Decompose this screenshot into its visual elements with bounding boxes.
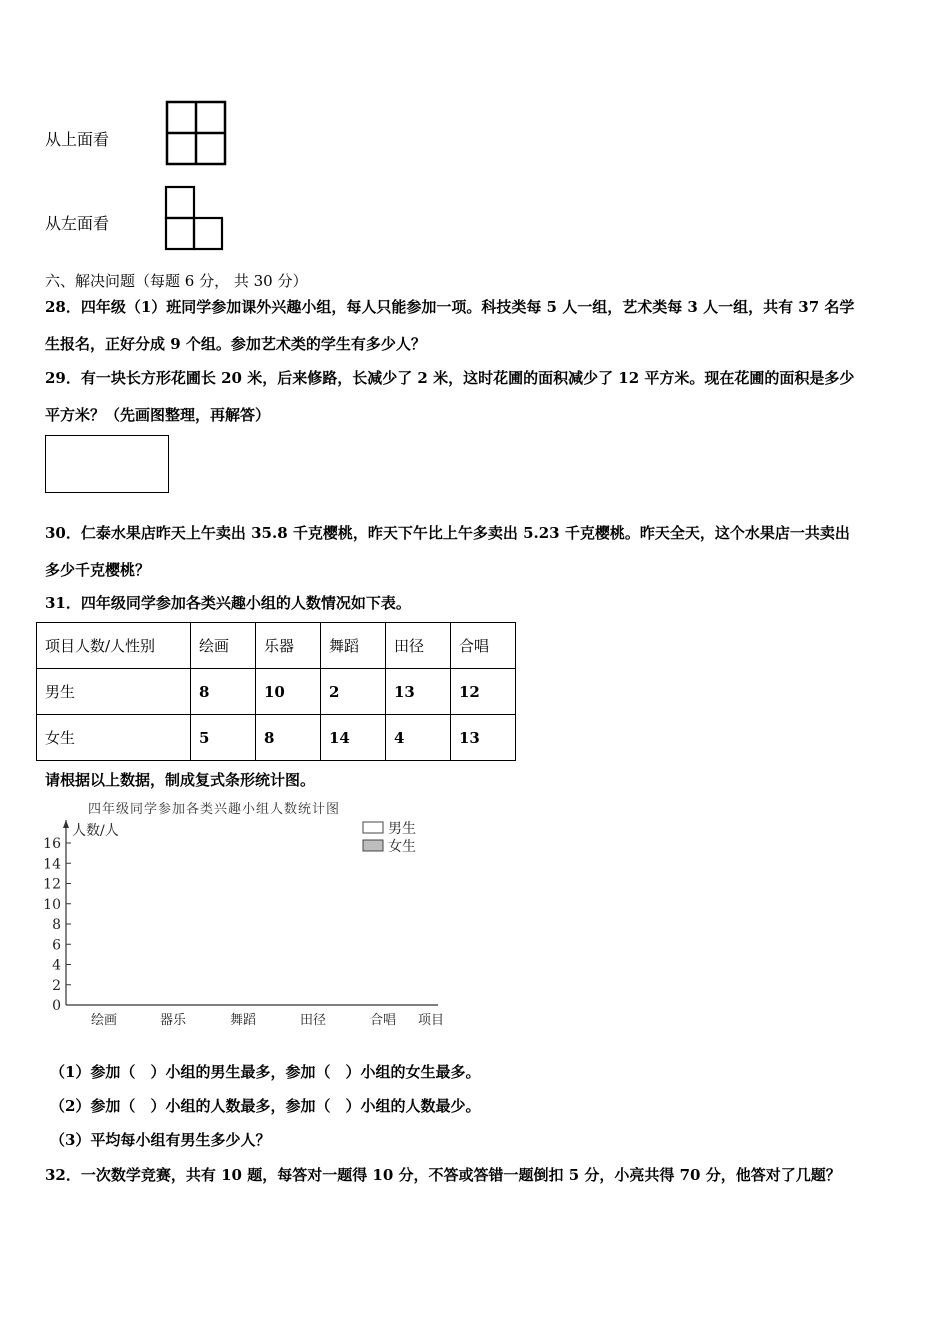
table-header-cell: 田径	[386, 623, 451, 669]
table-header-cell: 乐器	[256, 623, 321, 669]
chart-instruction: 请根据以上数据，制成复式条形统计图。	[45, 771, 316, 789]
q28-line1: 28．四年级（1）班同学参加课外兴趣小组，每人只能参加一项。科技类每 5 人一组，艺术类每 3 人一组，共有 37 名学	[45, 298, 855, 316]
q32-line1: 32．一次数学竞赛，共有 10 题，每答对一题得 10 分，不答或答错一题倒扣 5 分，小亮共得 70 分，他答对了几题？	[45, 1166, 841, 1184]
y-tick-label: 2	[52, 977, 61, 994]
x-category-label: 合唱	[369, 1013, 397, 1028]
table-cell: 8	[256, 715, 321, 761]
top-view-figure	[163, 99, 229, 169]
legend-label: 女生	[388, 839, 416, 855]
legend-swatch	[363, 840, 383, 851]
table-cell: 10	[256, 669, 321, 715]
q30-line2: 多少千克樱桃？	[45, 561, 151, 579]
legend-label: 男生	[388, 821, 416, 837]
q29-line1: 29．有一块长方形花圃长 20 米，后来修路，长减少了 2 米，这时花圃的面积减少了 12 平方米。现在花圃的面积是多少	[45, 369, 855, 387]
y-tick-label: 16	[43, 836, 61, 852]
table-header-cell: 舞蹈	[321, 623, 386, 669]
y-tick-label: 10	[43, 896, 61, 913]
table-header-cell: 项目人数/人性别	[37, 623, 191, 669]
table-cell: 5	[191, 715, 256, 761]
x-category-label: 绘画	[90, 1013, 118, 1028]
q29-line2: 平方米？（先画图整理，再解答）	[45, 406, 271, 424]
x-category-label: 舞蹈	[229, 1013, 257, 1028]
section-heading: 六、解决问题（每题 6 分， 共 30 分）	[45, 272, 308, 290]
y-tick-label: 0	[52, 998, 61, 1014]
y-axis-arrow	[63, 820, 69, 828]
q31-intro: 31．四年级同学参加各类兴趣小组的人数情况如下表。	[45, 594, 411, 612]
y-tick-label: 6	[52, 937, 61, 954]
table-cell: 2	[321, 669, 386, 715]
table-row	[37, 669, 516, 715]
chart-title: 四年级同学参加各类兴趣小组人数统计图	[88, 802, 341, 817]
left-view-label: 从左面看	[45, 214, 110, 233]
table-row-label: 女生	[37, 715, 191, 761]
left-view-figure	[163, 184, 227, 252]
y-tick-label: 14	[43, 856, 61, 873]
x-category-label: 田径	[299, 1013, 327, 1028]
y-tick-label: 8	[52, 917, 61, 933]
table-cell: 14	[321, 715, 386, 761]
data-table	[36, 622, 516, 761]
x-axis-label: 项目	[418, 1013, 445, 1028]
x-category-label: 器乐	[159, 1013, 187, 1028]
q31-sub2: （2）参加（ ）小组的人数最多，参加（ ）小组的人数最少。	[50, 1097, 481, 1115]
table-header-row	[37, 623, 516, 669]
table-header-cell: 合唱	[451, 623, 516, 669]
diagram-box	[45, 435, 169, 493]
table-cell: 13	[451, 715, 516, 761]
q31-sub1: （1）参加（ ）小组的男生最多，参加（ ）小组的女生最多。	[50, 1063, 481, 1081]
table-cell: 8	[191, 669, 256, 715]
table-cell: 12	[451, 669, 516, 715]
bar-chart	[30, 815, 470, 1035]
y-tick-label: 12	[43, 876, 61, 893]
table-cell: 4	[386, 715, 451, 761]
table-row	[37, 715, 516, 761]
top-view-label: 从上面看	[45, 130, 110, 149]
table-row-label: 男生	[37, 669, 191, 715]
legend-swatch	[363, 822, 383, 833]
table-cell: 13	[386, 669, 451, 715]
q28-line2: 生报名，正好分成 9 个组。参加艺术类的学生有多少人？	[45, 335, 426, 353]
q30-line1: 30．仁泰水果店昨天上午卖出 35.8 千克樱桃，昨天下午比上午多卖出 5.23 千克樱桃。昨天全天，这个水果店一共卖出	[45, 524, 850, 542]
y-axis-label: 人数/人	[72, 823, 119, 839]
q31-sub3: （3）平均每小组有男生多少人？	[50, 1131, 271, 1149]
y-tick-label: 4	[52, 957, 61, 974]
table-header-cell: 绘画	[191, 623, 256, 669]
